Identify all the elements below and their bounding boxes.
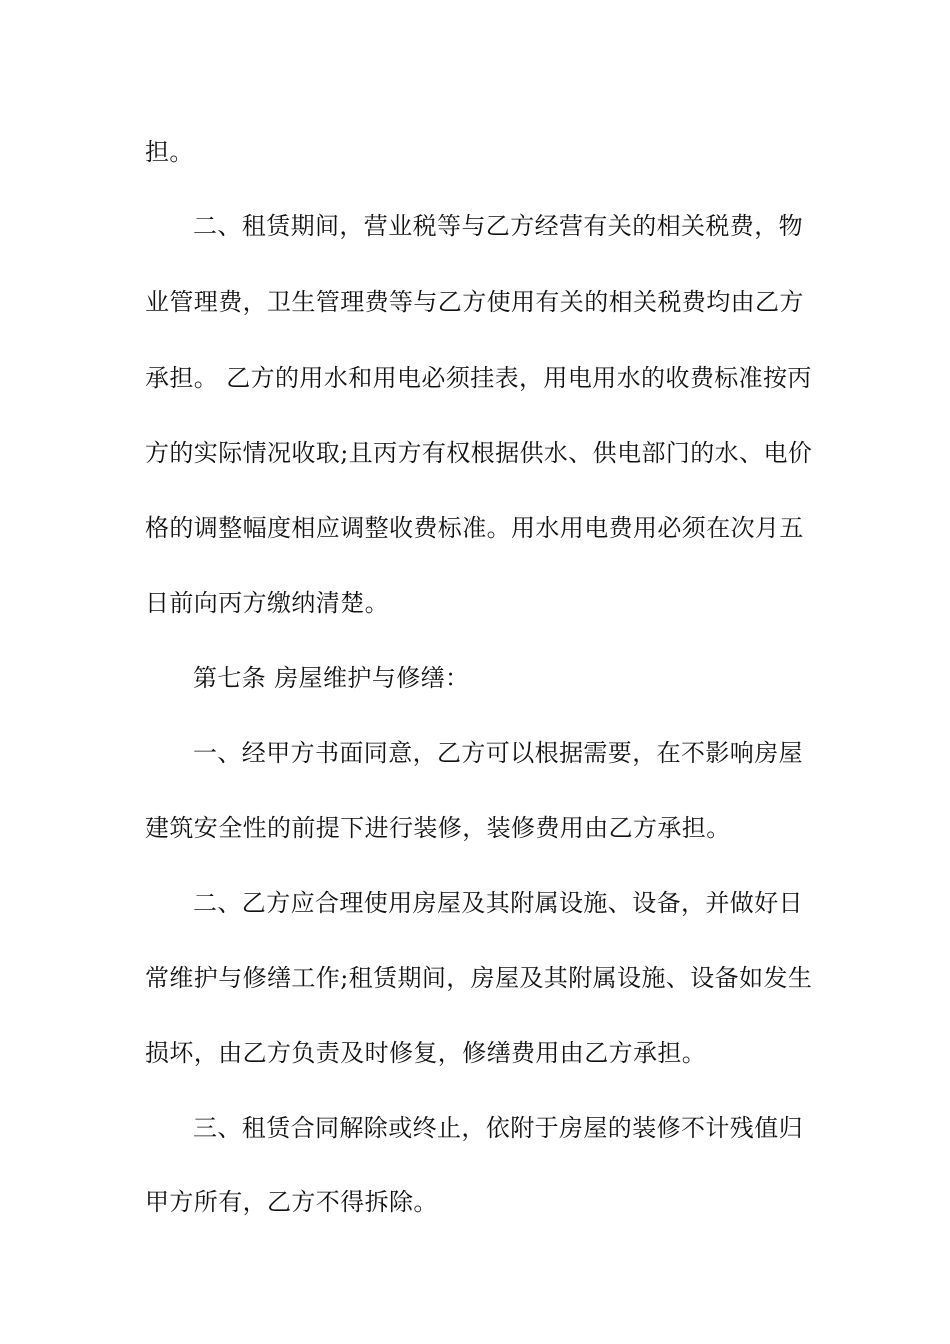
text-line-15: 甲方所有，乙方不得拆除。 <box>145 1188 438 1216</box>
text-line-12: 常维护与修缮工作;租赁期间，房屋及其附属设施、设备如发生 <box>145 964 813 992</box>
text-line-11: 二、乙方应合理使用房屋及其附属设施、设备，并做好日 <box>193 889 803 917</box>
text-line-2: 二、租赁期间，营业税等与乙方经营有关的相关税费，物 <box>193 212 803 240</box>
text-line-13: 损坏，由乙方负责及时修复，修缮费用由乙方承担。 <box>145 1039 707 1067</box>
text-line-5: 方的实际情况收取;且丙方有权根据供水、供电部门的水、电价 <box>145 439 813 467</box>
text-line-1: 担。 <box>145 138 194 166</box>
section-heading: 第七条 房屋维护与修缮： <box>193 664 470 692</box>
text-line-10: 建筑安全性的前提下进行装修，装修费用由乙方承担。 <box>145 814 731 842</box>
text-line-14: 三、租赁合同解除或终止，依附于房屋的装修不计残值归 <box>193 1114 803 1142</box>
text-line-7: 日前向丙方缴纳清楚。 <box>145 589 389 617</box>
text-line-9: 一、经甲方书面同意，乙方可以根据需要，在不影响房屋 <box>193 739 803 767</box>
text-line-4: 承担。 乙方的用水和用电必须挂表，用电用水的收费标准按丙 <box>145 364 812 392</box>
text-line-6: 格的调整幅度相应调整收费标准。用水用电费用必须在次月五 <box>145 514 804 542</box>
text-line-3: 业管理费，卫生管理费等与乙方使用有关的相关税费均由乙方 <box>145 288 804 316</box>
